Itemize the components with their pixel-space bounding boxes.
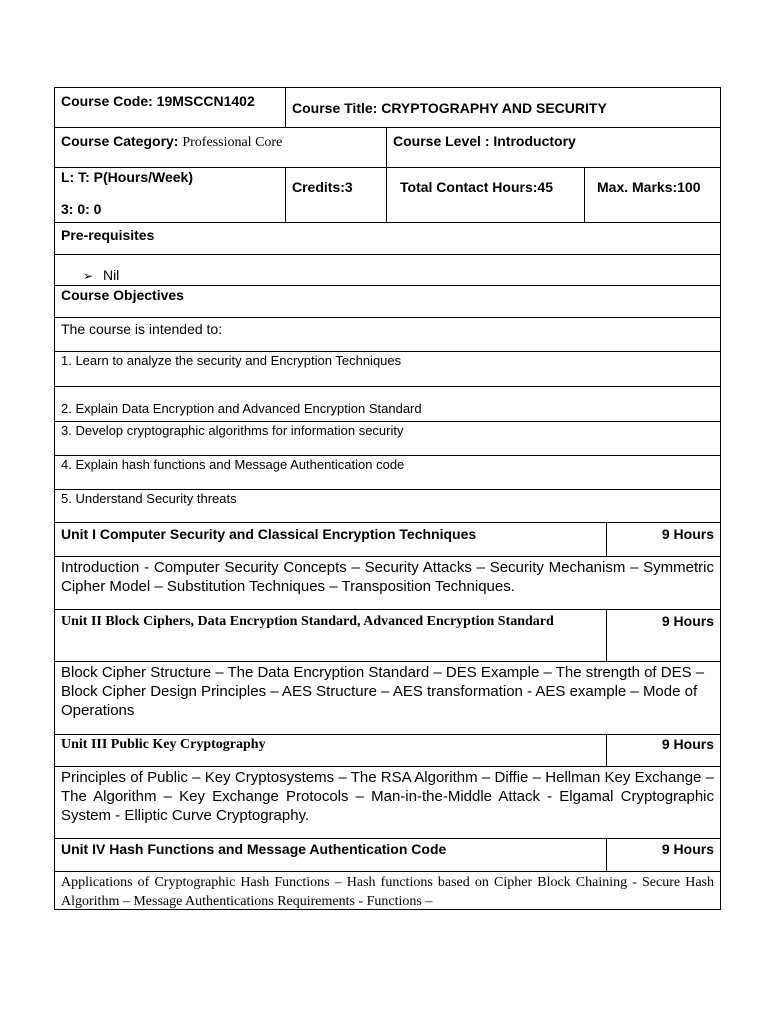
- prerequisites-heading-row: [54, 222, 721, 254]
- unit-content: Principles of Public – Key Cryptosystems – The RSA Algorithm – Diffie – Hellman Key Exchange – The Algorithm – Key Exchange Protocols – Man-in-the-Middle Attack - Elgamal Cryptographic System - Elliptic Curve Cryptography.: [61, 769, 714, 824]
- arrow-bullet-icon: ➢: [83, 269, 94, 283]
- objectives-intro-row: [54, 317, 721, 351]
- prerequisites-heading: Pre-requisites: [61, 227, 155, 243]
- unit-hours: 9 Hours: [606, 523, 720, 556]
- unit-hours: 9 Hours: [606, 735, 720, 766]
- ltp-value: 3: 0: 0: [61, 201, 102, 217]
- prerequisites-item-row: [54, 254, 721, 285]
- max-marks: Max. Marks:100: [584, 168, 720, 222]
- unit-title: Unit I Computer Security and Classical Encryption Techniques: [61, 526, 477, 542]
- course-code: Course Code: 19MSCCN1402: [61, 93, 255, 109]
- course-category-row: [54, 127, 721, 167]
- objective-row: [54, 351, 721, 386]
- unit-title: Unit III Public Key Cryptography: [61, 737, 266, 752]
- objective-item: 2. Explain Data Encryption and Advanced Encryption Standard: [61, 401, 422, 416]
- objective-row: [54, 421, 721, 455]
- unit-header-row: [54, 734, 721, 766]
- unit-content: Applications of Cryptographic Hash Functions – Hash functions based on Cipher Block Chaining - Secure Hash Algorithm – Message Authentications Requirements - Functions –: [61, 875, 714, 909]
- course-hours-row: [54, 167, 721, 222]
- course-code-row: [54, 87, 721, 127]
- objective-row: [54, 386, 721, 421]
- unit-content-row: [54, 556, 721, 609]
- objective-row: [54, 489, 721, 522]
- course-title-label: Course Title:: [292, 100, 378, 116]
- unit-content-row: [54, 766, 721, 838]
- course-syllabus-table: [54, 87, 721, 910]
- course-level: Course Level : Introductory: [386, 128, 720, 167]
- objectives-heading: Course Objectives: [61, 287, 184, 303]
- unit-header-row: [54, 838, 721, 871]
- ltp-label: L: T: P(Hours/Week): [61, 169, 193, 185]
- unit-title: Unit IV Hash Functions and Message Authentication Code: [61, 841, 447, 857]
- ltp-cell: [55, 168, 285, 222]
- course-title: CRYPTOGRAPHY AND SECURITY: [381, 100, 607, 116]
- total-contact-hours: Total Contact Hours:45: [386, 168, 584, 222]
- objectives-heading-row: [54, 285, 721, 317]
- unit-hours: 9 Hours: [606, 839, 720, 871]
- course-category-value: Professional Core: [182, 135, 283, 150]
- unit-hours: 9 Hours: [606, 610, 720, 661]
- unit-content: Block Cipher Structure – The Data Encryption Standard – DES Example – The strength of DES – Block Cipher Design Principles – AES Structure – AES transformation - AES example – Mode of Operations: [61, 664, 705, 719]
- prerequisites-item: [55, 255, 720, 285]
- unit-content-row: [54, 871, 721, 910]
- unit-content-row: [54, 661, 721, 734]
- course-category-label: Course Category:: [61, 133, 179, 149]
- course-category-cell: [55, 128, 386, 167]
- objectives-intro: The course is intended to:: [61, 321, 223, 337]
- objective-row: [54, 455, 721, 489]
- objective-item: 4. Explain hash functions and Message Authentication code: [61, 457, 405, 472]
- objective-item: 3. Develop cryptographic algorithms for information security: [61, 423, 404, 438]
- credits: Credits:3: [285, 168, 386, 222]
- objective-item: 5. Understand Security threats: [61, 491, 237, 506]
- prerequisites-value: Nil: [102, 267, 120, 283]
- unit-content: Introduction - Computer Security Concepts – Security Attacks – Security Mechanism – Symmetric Cipher Model – Substitution Techniques – Transposition Techniques.: [61, 559, 714, 595]
- course-title-cell: [285, 88, 720, 127]
- unit-header-row: [54, 609, 721, 661]
- objective-item: 1. Learn to analyze the security and Encryption Techniques: [61, 353, 402, 368]
- unit-header-row: [54, 522, 721, 556]
- unit-title: Unit II Block Ciphers, Data Encryption Standard, Advanced Encryption Standard: [61, 614, 554, 629]
